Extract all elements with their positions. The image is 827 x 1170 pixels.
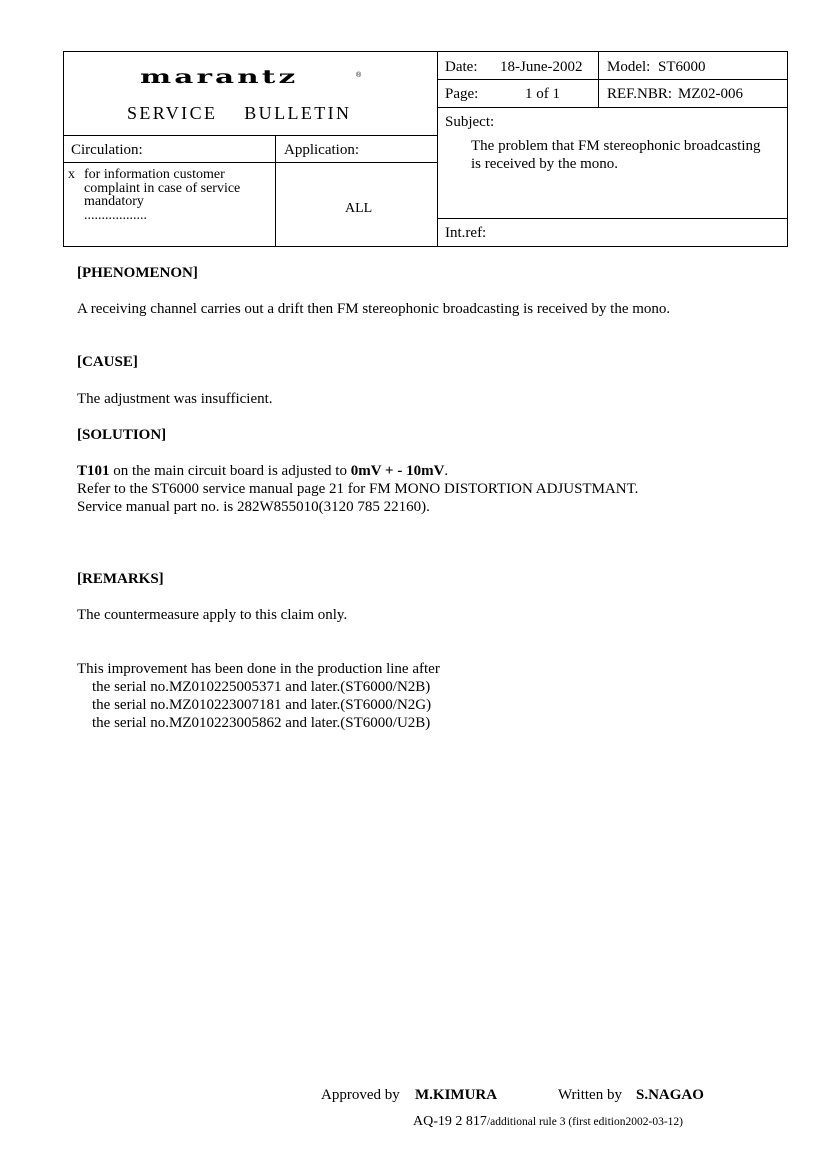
doc-rule: /additional rule 3 (first edition2002-03-12)	[486, 1116, 683, 1128]
ref-label: REF.NBR:	[607, 86, 673, 102]
written-label: Written by	[558, 1087, 622, 1103]
header-divider	[437, 107, 788, 108]
doc-code: AQ-19 2 817	[413, 1114, 487, 1129]
phenomenon-text: A receiving channel carries out a drift then FM stereophonic broadcasting is received by the mono.	[77, 301, 671, 317]
cause-text: The adjustment was insufficient.	[77, 391, 273, 407]
document-code	[413, 1114, 683, 1130]
improvement-line: the serial no.MZ010225005371 and later.(ST6000/N2B)	[92, 679, 431, 695]
date-value: 18-June-2002	[500, 59, 583, 75]
page-value: 1 of 1	[525, 86, 560, 102]
application-value: ALL	[345, 201, 373, 216]
part-number: T101	[77, 463, 110, 479]
brand-logo: marantz	[140, 66, 299, 88]
cause-heading: [CAUSE]	[77, 354, 138, 370]
application-label: Application:	[284, 142, 359, 158]
phenomenon-heading: [PHENOMENON]	[77, 265, 198, 281]
solution-period: .	[444, 463, 449, 479]
header-divider	[437, 79, 788, 80]
circulation-line: ..................	[84, 208, 147, 223]
header-divider	[437, 218, 788, 219]
written-name: S.NAGAO	[636, 1087, 704, 1103]
registered-mark: ®	[356, 72, 362, 79]
circulation-line: for information customer	[84, 167, 225, 182]
ref-value: MZ02-006	[678, 86, 743, 102]
remarks-text: The countermeasure apply to this claim only.	[77, 607, 348, 623]
date-label: Date:	[445, 59, 478, 75]
solution-line: Service manual part no. is 282W855010(3120 785 22160).	[77, 499, 430, 515]
improvement-line: This improvement has been done in the production line after	[77, 661, 440, 677]
model-value: ST6000	[658, 59, 706, 75]
solution-heading: [SOLUTION]	[77, 427, 167, 443]
circulation-checkbox-mark: x	[68, 167, 75, 182]
subject-line: The problem that FM stereophonic broadcasting	[471, 138, 761, 154]
bulletin-title: SERVICE BULLETIN	[127, 103, 352, 123]
solution-line: Refer to the ST6000 service manual page 21 for FM MONO DISTORTION ADJUSTMANT.	[77, 481, 639, 497]
remarks-heading: [REMARKS]	[77, 571, 164, 587]
solution-text: on the main circuit board is adjusted to	[109, 463, 351, 479]
improvement-line: the serial no.MZ010223005862 and later.(ST6000/U2B)	[92, 715, 431, 731]
circulation-line: complaint in case of service	[84, 181, 241, 196]
adjustment-value: 0mV + - 10mV	[350, 463, 445, 479]
header-divider	[63, 135, 438, 136]
page-label: Page:	[445, 86, 479, 102]
model-label: Model:	[607, 59, 651, 75]
circulation-line: mandatory	[84, 194, 144, 209]
header-divider	[275, 135, 276, 247]
approved-name: M.KIMURA	[415, 1087, 498, 1103]
subject-line: is received by the mono.	[471, 156, 619, 172]
improvement-line: the serial no.MZ010223007181 and later.(ST6000/N2G)	[92, 697, 432, 713]
approved-label: Approved by	[321, 1087, 400, 1103]
intref-label: Int.ref:	[445, 225, 487, 241]
header-divider	[63, 162, 438, 163]
solution-line	[77, 462, 448, 480]
subject-label: Subject:	[445, 114, 495, 130]
circulation-label: Circulation:	[71, 142, 143, 158]
